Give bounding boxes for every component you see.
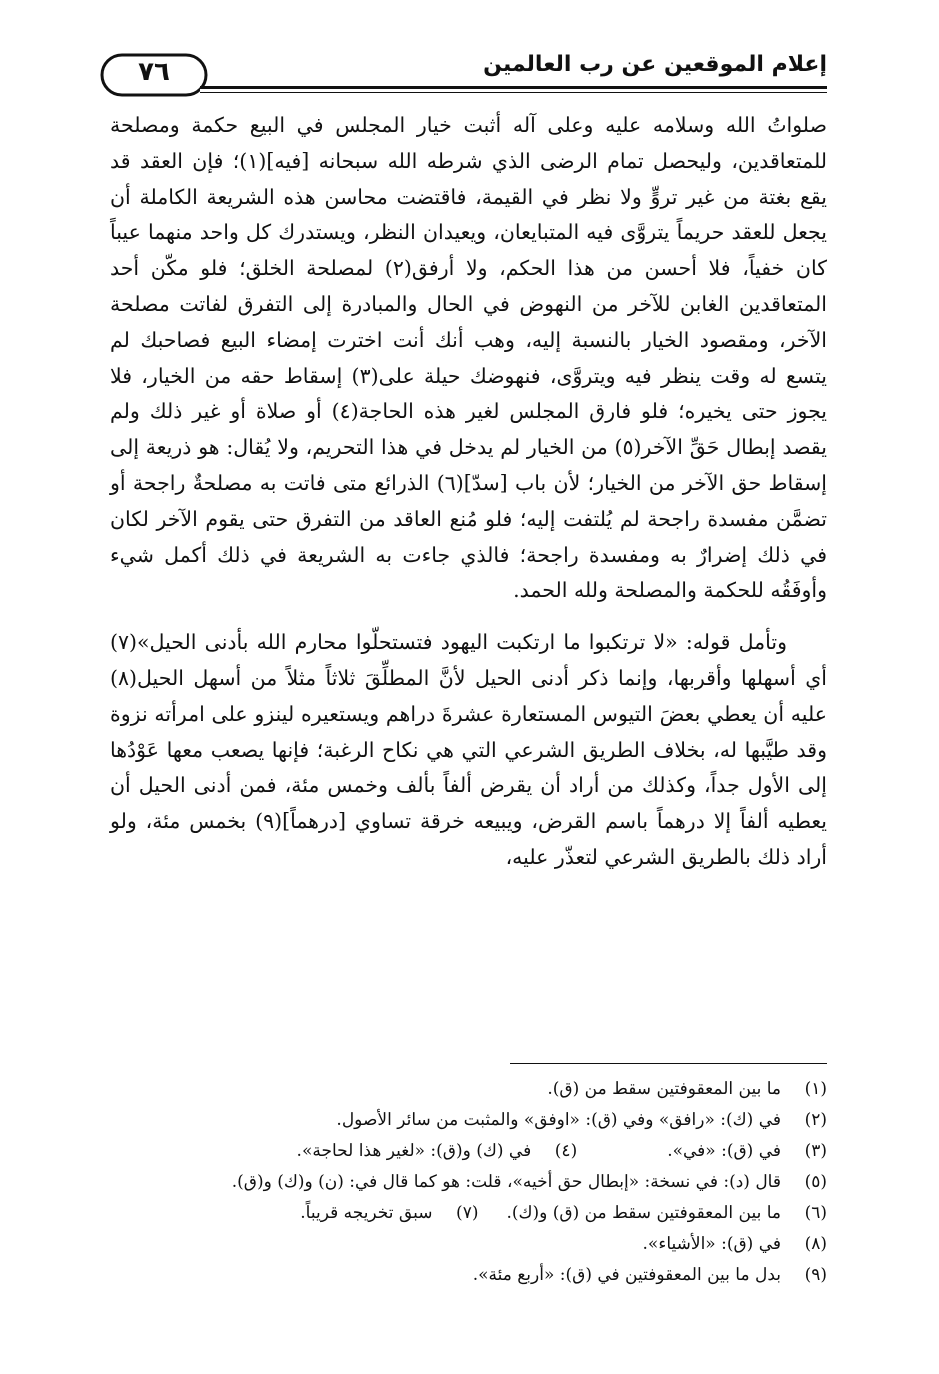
footnote [232,1167,827,1198]
page-header [110,40,827,100]
footnote-text: في (ك) و(ق): «لغير هذا لحاجة». [296,1141,532,1161]
footnote-text: ما بين المعقوفتين سقط من (ق) و(ك). [506,1203,781,1223]
footnote-number: (٩) [804,1265,827,1285]
page-number: ٧٦ [138,57,170,87]
footnote-text: سبق تخريجه قريباً. [300,1203,433,1223]
footnote-row [110,1136,827,1167]
footnote-row [110,1167,827,1198]
footnote-text: بدل ما بين المعقوفتين في (ق): «أربع مئة». [472,1265,781,1285]
footnote-number: (٢) [804,1110,827,1130]
footnote-text: في (ق): «الأشياء». [642,1234,781,1254]
footnote-row [110,1074,827,1105]
paragraph: وتأمل قوله: «لا ترتكبوا ما ارتكبت اليهود فتستحلّوا محارم الله بأدنى الحيل»(٧) أي أسهلها وأقربها، وإنما ذكر أدنى الحيل لأنَّ المطلِّقَ ثلاثاً مثلاً من أسهل الحيل(٨) عليه أن يعطي بعضَ التيوس المستعارة عشرةَ دراهم ويستعيره لينزو على امرأته نزوة وقد طيَّبها له، بخلاف الطريق الشرعي التي هي نكاح الرغبة؛ فإنها يصعب معها عَوْدُها إلى الأول جداً، وكذلك من أراد أن يقرض ألفاً بألف وخمس مئة، فمن أدنى الحيل أن يعطيه ألفاً إلا درهماً باسم القرض، ويبيعه خرقة تساوي [درهماً](٩) بخمس مئة، ولو أراد ذلك بالطريق الشرعي لتعذّر عليه، [110,630,827,869]
footnote-number: (٤) [554,1141,578,1161]
footnote [300,1198,478,1229]
footnotes [110,1074,827,1291]
footnote-text: في (ق): «في». [667,1141,781,1161]
main-text [110,108,827,876]
footnote [667,1136,827,1167]
header-rule [200,86,827,89]
footnote-number: (١) [804,1079,827,1099]
footnote [473,1260,827,1291]
footnote-text: في (ك): «رافق» وفي (ق): «اوفق» والمثبت من سائر الأصول. [336,1110,781,1130]
footnote-number: (٨) [804,1234,827,1254]
footnote [547,1074,827,1105]
page-number-badge [100,46,208,100]
footnote-divider [510,1063,827,1064]
footnote-text: قال (د): في نسخة: «إبطال حق أخيه»، قلت: هو كما قال في: (ن) و(ك) و(ق). [231,1172,781,1192]
footnote [297,1136,578,1167]
footnote-number: (٣) [804,1141,827,1161]
footnote [336,1105,827,1136]
footnote [643,1229,827,1260]
footnote [506,1198,827,1229]
footnote-row [110,1198,827,1229]
footnote-row [110,1105,827,1136]
footnote-row [110,1260,827,1291]
footnote-number: (٥) [804,1172,827,1192]
footnote-text: ما بين المعقوفتين سقط من (ق). [547,1079,781,1099]
book-title: إعلام الموقعين عن رب العالمين [483,52,827,77]
paragraph: صلواتُ الله وسلامه عليه وعلى آله أثبت خيار المجلس في البيع حكمة ومصلحة للمتعاقدين، وليحصل تمام الرضى الذي شرطه الله سبحانه [فيه](١)؛ فإن العقد قد يقع بغتة من غير تروٍّ ولا نظر في القيمة، فاقتضت محاسن هذه الشريعة الكاملة أن يجعل للعقد حريماً يتروَّى فيه المتبايعان، ويعيدان النظر، ويستدرك كل واحد منهما عيباً كان خفياً، فلا أحسن من هذا الحكم، ولا أرفق(٢) لمصلحة الخلق؛ فلو مكّن أحد المتعاقدين الغابن للآخر من النهوض في الحال والمبادرة إلى التفرق لفاتت مصلحة الآخر، ومقصود الخيار بالنسبة إليه، وهب أنك أنت اخترت إمضاء البيع فصاحبك لم يتسع له وقت ينظر فيه ويتروَّى، فنهوضك حيلة على(٣) إسقاط حقه من الخيار، فلا يجوز حتى يخيره؛ فلو فارق المجلس لغير هذه الحاجة(٤) أو صلاة أو غير ذلك ولم يقصد إبطال حَقِّ الآخر(٥) من الخيار لم يدخل في هذا التحريم، ولا يُقال: هو ذريعة إلى إسقاط حق الآخر من الخيار؛ لأن باب [سدّ](٦) الذرائع متى فاتت به مصلحةٌ راجحة أو تضمَّن مفسدة راجحة لم يُلتفت إليه؛ فلو مُنع العاقد من التفرق حتى يقوم الآخر لكان في ذلك إضرارٌ به ومفسدة راجحة؛ فالذي جاءت به الشريعة في ذلك أكمل شيء وأوفَقُه للحكمة والمصلحة ولله الحمد. [110,113,828,603]
footnote-number: (٧) [456,1203,479,1223]
footnote-row [110,1229,827,1260]
footnote-number: (٦) [804,1203,827,1223]
